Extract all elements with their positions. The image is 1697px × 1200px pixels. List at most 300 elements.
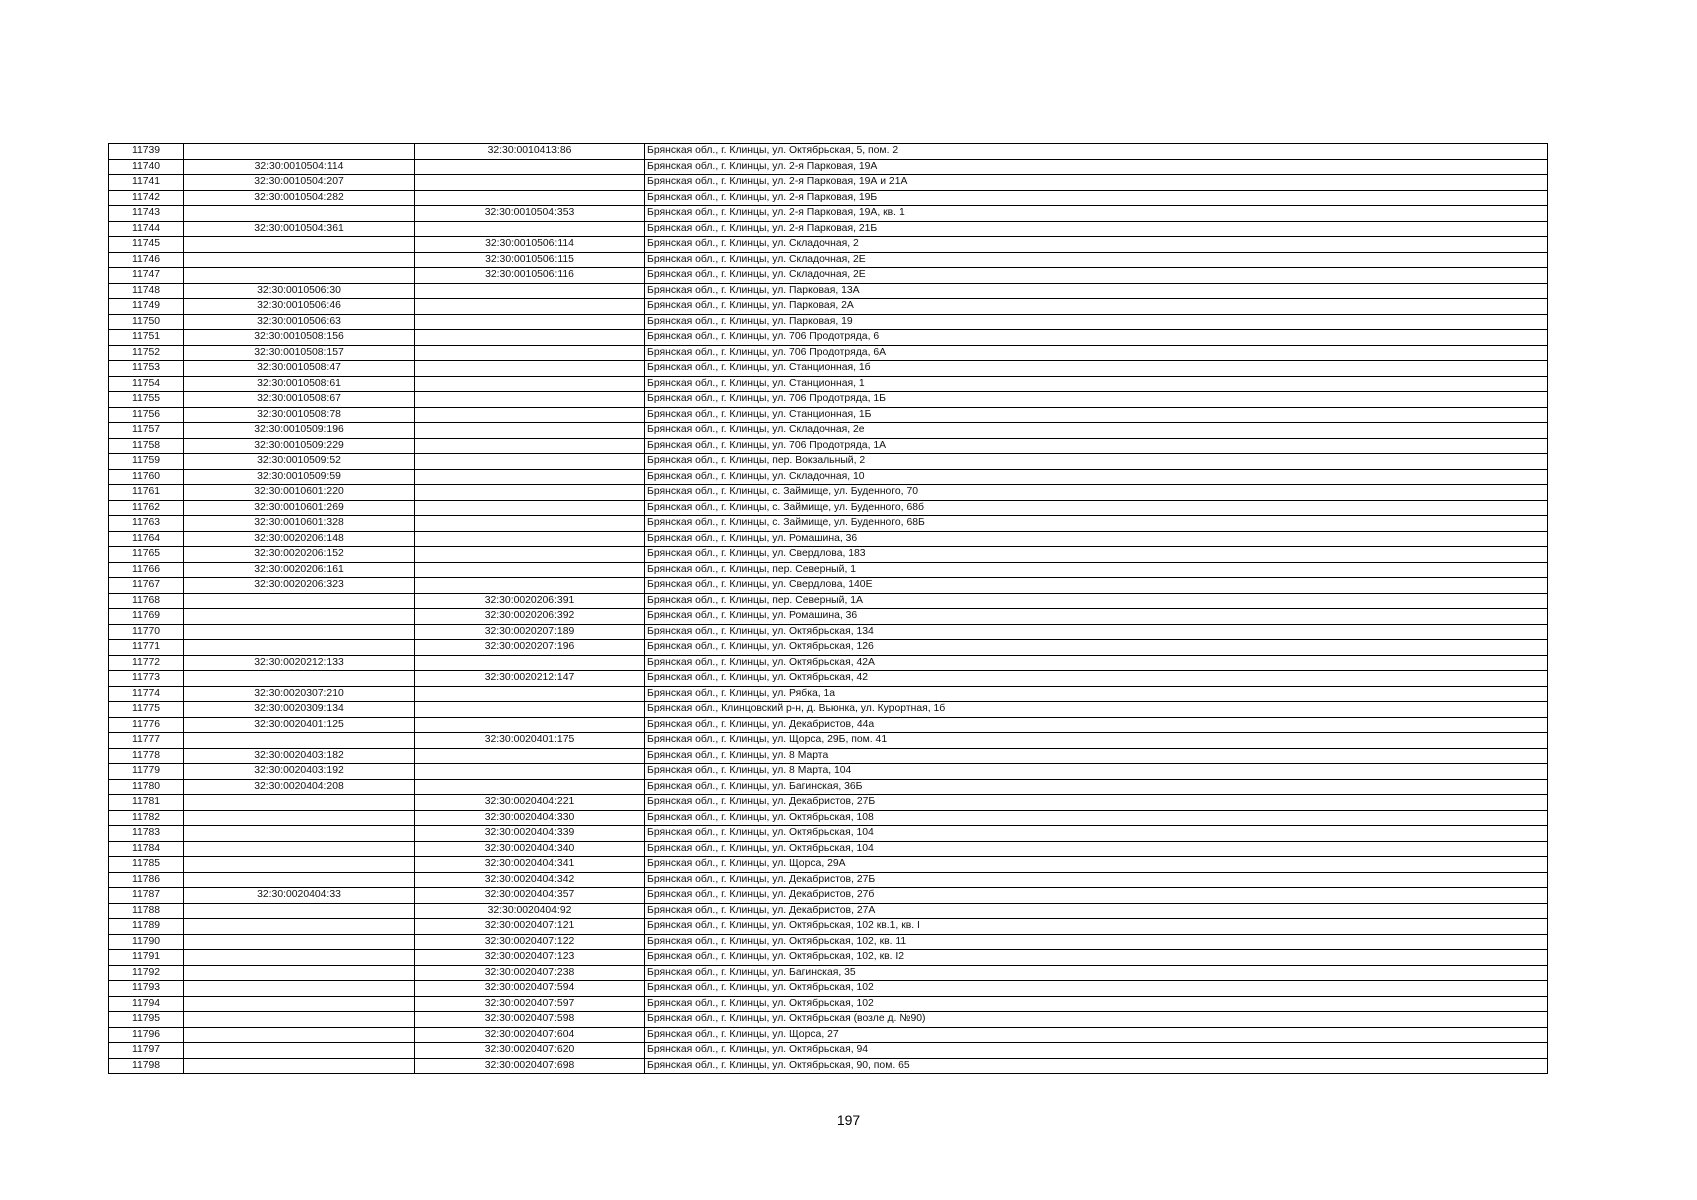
cadastral-number-cell (184, 252, 415, 268)
cadastral-number-alt-cell: 32:30:0010506:116 (415, 268, 645, 284)
cadastral-number-cell: 32:30:0020206:161 (184, 562, 415, 578)
table-row (109, 934, 1548, 950)
table-row (109, 237, 1548, 253)
cadastral-number-alt-cell: 32:30:0020401:175 (415, 733, 645, 749)
table-row (109, 609, 1548, 625)
address-cell: Брянская обл., г. Клинцы, ул. Октябрьская, 134 (645, 624, 1548, 640)
cadastral-number-alt-cell: 32:30:0020404:340 (415, 841, 645, 857)
row-number-cell: 11773 (109, 671, 184, 687)
cadastral-number-alt-cell (415, 516, 645, 532)
table-row (109, 841, 1548, 857)
table-row (109, 795, 1548, 811)
address-cell: Брянская обл., г. Клинцы, ул. Октябрьская, 90, пом. 65 (645, 1058, 1548, 1074)
cadastral-number-cell: 32:30:0010506:63 (184, 314, 415, 330)
table-row (109, 547, 1548, 563)
table-row (109, 655, 1548, 671)
row-number-cell: 11762 (109, 500, 184, 516)
row-number-cell: 11745 (109, 237, 184, 253)
cadastral-number-alt-cell: 32:30:0020206:391 (415, 593, 645, 609)
cadastral-number-alt-cell (415, 159, 645, 175)
row-number-cell: 11753 (109, 361, 184, 377)
cadastral-number-alt-cell: 32:30:0020212:147 (415, 671, 645, 687)
table-row (109, 640, 1548, 656)
cadastral-number-cell (184, 965, 415, 981)
cadastral-number-cell: 32:30:0020206:148 (184, 531, 415, 547)
table-row (109, 950, 1548, 966)
cadastral-number-cell: 32:30:0010601:328 (184, 516, 415, 532)
row-number-cell: 11754 (109, 376, 184, 392)
cadastral-number-cell (184, 671, 415, 687)
cadastral-number-alt-cell (415, 717, 645, 733)
row-number-cell: 11798 (109, 1058, 184, 1074)
cadastral-number-alt-cell (415, 345, 645, 361)
address-cell: Брянская обл., г. Клинцы, ул. 706 Продотряда, 6 (645, 330, 1548, 346)
cadastral-number-cell (184, 934, 415, 950)
table-row (109, 392, 1548, 408)
table-row (109, 206, 1548, 222)
address-cell: Брянская обл., г. Клинцы, с. Займище, ул. Буденного, 68Б (645, 516, 1548, 532)
address-cell: Брянская обл., г. Клинцы, ул. 8 Марта, 104 (645, 764, 1548, 780)
table-row (109, 469, 1548, 485)
cadastral-number-cell: 32:30:0010601:220 (184, 485, 415, 501)
cadastral-number-alt-cell: 32:30:0020407:698 (415, 1058, 645, 1074)
table-row (109, 965, 1548, 981)
table-row (109, 283, 1548, 299)
address-cell: Брянская обл., г. Клинцы, ул. Октябрьская (возле д. №90) (645, 1012, 1548, 1028)
cadastral-number-cell (184, 609, 415, 625)
table-row (109, 454, 1548, 470)
row-number-cell: 11748 (109, 283, 184, 299)
row-number-cell: 11771 (109, 640, 184, 656)
table-row (109, 748, 1548, 764)
cadastral-number-cell: 32:30:0010509:229 (184, 438, 415, 454)
address-cell: Брянская обл., г. Клинцы, ул. Парковая, 13А (645, 283, 1548, 299)
cadastral-number-alt-cell (415, 469, 645, 485)
cadastral-number-cell: 32:30:0020206:323 (184, 578, 415, 594)
row-number-cell: 11784 (109, 841, 184, 857)
table-row (109, 531, 1548, 547)
address-cell: Брянская обл., г. Клинцы, ул. 2-я Парковая, 19Б (645, 190, 1548, 206)
row-number-cell: 11761 (109, 485, 184, 501)
address-cell: Брянская обл., г. Клинцы, ул. Станционная, 1 (645, 376, 1548, 392)
cadastral-number-cell (184, 593, 415, 609)
cadastral-number-alt-cell (415, 361, 645, 377)
row-number-cell: 11766 (109, 562, 184, 578)
address-cell: Брянская обл., г. Клинцы, ул. Октябрьская, 5, пом. 2 (645, 144, 1548, 160)
cadastral-number-cell: 32:30:0020206:152 (184, 547, 415, 563)
table-row (109, 593, 1548, 609)
cadastral-number-alt-cell (415, 547, 645, 563)
cadastral-number-alt-cell (415, 299, 645, 315)
address-cell: Брянская обл., г. Клинцы, ул. Щорса, 29А (645, 857, 1548, 873)
table-row (109, 144, 1548, 160)
registry-table-body (109, 144, 1548, 1074)
cadastral-number-cell (184, 624, 415, 640)
cadastral-number-alt-cell: 32:30:0020407:620 (415, 1043, 645, 1059)
row-number-cell: 11743 (109, 206, 184, 222)
address-cell: Брянская обл., г. Клинцы, ул. Ромашина, 36 (645, 609, 1548, 625)
address-cell: Брянская обл., г. Клинцы, ул. Октябрьская, 104 (645, 841, 1548, 857)
address-cell: Брянская обл., г. Клинцы, ул. Парковая, 2А (645, 299, 1548, 315)
cadastral-number-cell (184, 1058, 415, 1074)
row-number-cell: 11749 (109, 299, 184, 315)
table-row (109, 345, 1548, 361)
cadastral-number-alt-cell: 32:30:0010504:353 (415, 206, 645, 222)
cadastral-number-alt-cell: 32:30:0020404:330 (415, 810, 645, 826)
cadastral-number-cell: 32:30:0020404:208 (184, 779, 415, 795)
page-number: 197 (836, 1112, 861, 1128)
cadastral-number-cell: 32:30:0020403:182 (184, 748, 415, 764)
cadastral-number-cell (184, 144, 415, 160)
cadastral-number-alt-cell (415, 314, 645, 330)
table-row (109, 919, 1548, 935)
cadastral-number-cell (184, 826, 415, 842)
row-number-cell: 11789 (109, 919, 184, 935)
row-number-cell: 11780 (109, 779, 184, 795)
cadastral-number-cell (184, 640, 415, 656)
cadastral-number-alt-cell: 32:30:0020404:357 (415, 888, 645, 904)
cadastral-number-cell: 32:30:0010504:114 (184, 159, 415, 175)
table-row (109, 252, 1548, 268)
table-row (109, 903, 1548, 919)
address-cell: Брянская обл., г. Клинцы, ул. Декабристов, 27Б (645, 872, 1548, 888)
cadastral-number-alt-cell: 32:30:0020407:121 (415, 919, 645, 935)
address-cell: Брянская обл., г. Клинцы, ул. Щорса, 29Б, пом. 41 (645, 733, 1548, 749)
address-cell: Брянская обл., г. Клинцы, ул. Багинская, 36Б (645, 779, 1548, 795)
table-row (109, 299, 1548, 315)
row-number-cell: 11791 (109, 950, 184, 966)
cadastral-number-alt-cell: 32:30:0020407:604 (415, 1027, 645, 1043)
row-number-cell: 11744 (109, 221, 184, 237)
table-row (109, 159, 1548, 175)
cadastral-number-alt-cell (415, 578, 645, 594)
cadastral-number-cell (184, 872, 415, 888)
row-number-cell: 11795 (109, 1012, 184, 1028)
row-number-cell: 11769 (109, 609, 184, 625)
cadastral-number-alt-cell (415, 485, 645, 501)
cadastral-number-alt-cell (415, 190, 645, 206)
row-number-cell: 11752 (109, 345, 184, 361)
table-row (109, 1043, 1548, 1059)
table-row (109, 361, 1548, 377)
cadastral-number-cell (184, 857, 415, 873)
cadastral-number-cell: 32:30:0010504:361 (184, 221, 415, 237)
address-cell: Брянская обл., г. Клинцы, ул. Декабристов, 27Б (645, 795, 1548, 811)
cadastral-number-cell (184, 237, 415, 253)
address-cell: Брянская обл., г. Клинцы, ул. 2-я Парковая, 19А и 21А (645, 175, 1548, 191)
cadastral-number-cell: 32:30:0020212:133 (184, 655, 415, 671)
cadastral-number-cell (184, 1043, 415, 1059)
row-number-cell: 11765 (109, 547, 184, 563)
cadastral-number-alt-cell (415, 438, 645, 454)
address-cell: Брянская обл., г. Клинцы, ул. Складочная, 10 (645, 469, 1548, 485)
address-cell: Брянская обл., г. Клинцы, ул. Октябрьская, 108 (645, 810, 1548, 826)
cadastral-number-alt-cell (415, 175, 645, 191)
address-cell: Брянская обл., г. Клинцы, ул. Багинская, 35 (645, 965, 1548, 981)
cadastral-number-cell (184, 903, 415, 919)
table-row (109, 624, 1548, 640)
row-number-cell: 11779 (109, 764, 184, 780)
row-number-cell: 11788 (109, 903, 184, 919)
address-cell: Брянская обл., г. Клинцы, ул. Декабристов, 27б (645, 888, 1548, 904)
row-number-cell: 11781 (109, 795, 184, 811)
cadastral-number-cell (184, 1012, 415, 1028)
address-cell: Брянская обл., г. Клинцы, ул. Свердлова, 183 (645, 547, 1548, 563)
row-number-cell: 11741 (109, 175, 184, 191)
address-cell: Брянская обл., г. Клинцы, ул. Октябрьская, 102 кв.1, кв. I (645, 919, 1548, 935)
address-cell: Брянская обл., г. Клинцы, ул. Свердлова, 140Е (645, 578, 1548, 594)
cadastral-number-alt-cell: 32:30:0020404:339 (415, 826, 645, 842)
row-number-cell: 11778 (109, 748, 184, 764)
row-number-cell: 11792 (109, 965, 184, 981)
cadastral-number-cell: 32:30:0020401:125 (184, 717, 415, 733)
row-number-cell: 11772 (109, 655, 184, 671)
row-number-cell: 11747 (109, 268, 184, 284)
table-row (109, 764, 1548, 780)
table-row (109, 996, 1548, 1012)
row-number-cell: 11768 (109, 593, 184, 609)
address-cell: Брянская обл., г. Клинцы, ул. 706 Продотряда, 6А (645, 345, 1548, 361)
address-cell: Брянская обл., г. Клинцы, ул. Октябрьская, 102, кв. 11 (645, 934, 1548, 950)
cadastral-number-alt-cell: 32:30:0020207:196 (415, 640, 645, 656)
address-cell: Брянская обл., г. Клинцы, ул. Декабристов, 44а (645, 717, 1548, 733)
cadastral-number-cell: 32:30:0020307:210 (184, 686, 415, 702)
address-cell: Брянская обл., г. Клинцы, пер. Северный, 1А (645, 593, 1548, 609)
address-cell: Брянская обл., г. Клинцы, ул. Октябрьская, 42А (645, 655, 1548, 671)
cadastral-number-cell (184, 268, 415, 284)
cadastral-number-alt-cell: 32:30:0020407:598 (415, 1012, 645, 1028)
address-cell: Брянская обл., г. Клинцы, ул. 706 Продотряда, 1А (645, 438, 1548, 454)
row-number-cell: 11776 (109, 717, 184, 733)
cadastral-number-cell: 32:30:0010509:52 (184, 454, 415, 470)
row-number-cell: 11790 (109, 934, 184, 950)
address-cell: Брянская обл., г. Клинцы, ул. Станционная, 1Б (645, 407, 1548, 423)
cadastral-number-cell: 32:30:0010506:30 (184, 283, 415, 299)
cadastral-number-cell: 32:30:0010504:207 (184, 175, 415, 191)
cadastral-number-alt-cell: 32:30:0020407:238 (415, 965, 645, 981)
row-number-cell: 11794 (109, 996, 184, 1012)
cadastral-number-cell: 32:30:0010508:156 (184, 330, 415, 346)
row-number-cell: 11787 (109, 888, 184, 904)
cadastral-number-alt-cell (415, 686, 645, 702)
cadastral-number-cell: 32:30:0010508:157 (184, 345, 415, 361)
row-number-cell: 11746 (109, 252, 184, 268)
cadastral-number-cell (184, 206, 415, 222)
cadastral-number-cell: 32:30:0010601:269 (184, 500, 415, 516)
address-cell: Брянская обл., г. Клинцы, ул. Складочная, 2Е (645, 252, 1548, 268)
cadastral-number-cell (184, 981, 415, 997)
table-row (109, 671, 1548, 687)
cadastral-number-cell (184, 919, 415, 935)
table-row (109, 826, 1548, 842)
table-row (109, 221, 1548, 237)
cadastral-number-cell (184, 1027, 415, 1043)
table-row (109, 981, 1548, 997)
table-row (109, 407, 1548, 423)
address-cell: Брянская обл., г. Клинцы, ул. Рябка, 1а (645, 686, 1548, 702)
address-cell: Брянская обл., г. Клинцы, ул. Парковая, 19 (645, 314, 1548, 330)
row-number-cell: 11742 (109, 190, 184, 206)
row-number-cell: 11757 (109, 423, 184, 439)
table-row (109, 330, 1548, 346)
cadastral-number-alt-cell: 32:30:0020407:594 (415, 981, 645, 997)
row-number-cell: 11763 (109, 516, 184, 532)
address-cell: Брянская обл., г. Клинцы, ул. 2-я Парковая, 21Б (645, 221, 1548, 237)
cadastral-number-alt-cell: 32:30:0020404:342 (415, 872, 645, 888)
table-row (109, 779, 1548, 795)
table-row (109, 857, 1548, 873)
row-number-cell: 11797 (109, 1043, 184, 1059)
cadastral-number-cell (184, 996, 415, 1012)
row-number-cell: 11767 (109, 578, 184, 594)
cadastral-number-cell: 32:30:0010508:47 (184, 361, 415, 377)
row-number-cell: 11740 (109, 159, 184, 175)
row-number-cell: 11739 (109, 144, 184, 160)
address-cell: Брянская обл., г. Клинцы, ул. Октябрьская, 94 (645, 1043, 1548, 1059)
cadastral-number-alt-cell (415, 531, 645, 547)
address-cell: Брянская обл., г. Клинцы, с. Займище, ул. Буденного, 70 (645, 485, 1548, 501)
cadastral-number-alt-cell: 32:30:0020404:221 (415, 795, 645, 811)
table-row (109, 872, 1548, 888)
cadastral-number-cell (184, 733, 415, 749)
cadastral-number-cell (184, 810, 415, 826)
table-row (109, 190, 1548, 206)
cadastral-number-cell: 32:30:0010508:67 (184, 392, 415, 408)
cadastral-number-alt-cell: 32:30:0020407:122 (415, 934, 645, 950)
table-row (109, 686, 1548, 702)
address-cell: Брянская обл., г. Клинцы, ул. Складочная, 2Е (645, 268, 1548, 284)
cadastral-number-cell (184, 841, 415, 857)
cadastral-number-alt-cell: 32:30:0010506:114 (415, 237, 645, 253)
cadastral-number-alt-cell (415, 221, 645, 237)
address-cell: Брянская обл., г. Клинцы, ул. 2-я Парковая, 19А, кв. 1 (645, 206, 1548, 222)
table-row (109, 888, 1548, 904)
cadastral-number-cell: 32:30:0010506:46 (184, 299, 415, 315)
cadastral-number-alt-cell: 32:30:0020404:92 (415, 903, 645, 919)
address-cell: Брянская обл., г. Клинцы, ул. Щорса, 27 (645, 1027, 1548, 1043)
table-row (109, 423, 1548, 439)
address-cell: Брянская обл., г. Клинцы, с. Займище, ул. Буденного, 68б (645, 500, 1548, 516)
cadastral-number-alt-cell (415, 376, 645, 392)
row-number-cell: 11793 (109, 981, 184, 997)
cadastral-number-alt-cell: 32:30:0010413:86 (415, 144, 645, 160)
address-cell: Брянская обл., г. Клинцы, ул. Складочная, 2 (645, 237, 1548, 253)
address-cell: Брянская обл., г. Клинцы, пер. Северный, 1 (645, 562, 1548, 578)
cadastral-number-cell: 32:30:0010509:196 (184, 423, 415, 439)
table-row (109, 376, 1548, 392)
table-row (109, 485, 1548, 501)
row-number-cell: 11770 (109, 624, 184, 640)
cadastral-number-cell: 32:30:0010508:78 (184, 407, 415, 423)
address-cell: Брянская обл., г. Клинцы, ул. Складочная, 2е (645, 423, 1548, 439)
cadastral-number-cell: 32:30:0020404:33 (184, 888, 415, 904)
cadastral-number-alt-cell (415, 392, 645, 408)
table-row (109, 1027, 1548, 1043)
cadastral-number-alt-cell: 32:30:0020407:597 (415, 996, 645, 1012)
table-row (109, 268, 1548, 284)
cadastral-number-alt-cell: 32:30:0020207:189 (415, 624, 645, 640)
cadastral-number-alt-cell (415, 655, 645, 671)
table-row (109, 438, 1548, 454)
row-number-cell: 11750 (109, 314, 184, 330)
table-row (109, 717, 1548, 733)
address-cell: Брянская обл., г. Клинцы, ул. Октябрьская, 102 (645, 996, 1548, 1012)
address-cell: Брянская обл., г. Клинцы, ул. Октябрьская, 102 (645, 981, 1548, 997)
cadastral-number-alt-cell (415, 764, 645, 780)
address-cell: Брянская обл., г. Клинцы, ул. Октябрьская, 104 (645, 826, 1548, 842)
table-row (109, 810, 1548, 826)
cadastral-number-cell: 32:30:0010509:59 (184, 469, 415, 485)
row-number-cell: 11759 (109, 454, 184, 470)
cadastral-number-alt-cell (415, 283, 645, 299)
address-cell: Брянская обл., г. Клинцы, ул. Ромашина, 36 (645, 531, 1548, 547)
registry-table (108, 143, 1548, 1074)
address-cell: Брянская обл., г. Клинцы, пер. Вокзальный, 2 (645, 454, 1548, 470)
cadastral-number-alt-cell: 32:30:0020407:123 (415, 950, 645, 966)
cadastral-number-alt-cell: 32:30:0020206:392 (415, 609, 645, 625)
table-row (109, 516, 1548, 532)
address-cell: Брянская обл., Клинцовский р-н, д. Вьюнка, ул. Курортная, 1б (645, 702, 1548, 718)
row-number-cell: 11774 (109, 686, 184, 702)
table-row (109, 175, 1548, 191)
row-number-cell: 11783 (109, 826, 184, 842)
row-number-cell: 11796 (109, 1027, 184, 1043)
row-number-cell: 11756 (109, 407, 184, 423)
cadastral-number-cell: 32:30:0010504:282 (184, 190, 415, 206)
address-cell: Брянская обл., г. Клинцы, ул. 706 Продотряда, 1Б (645, 392, 1548, 408)
cadastral-number-alt-cell (415, 454, 645, 470)
row-number-cell: 11760 (109, 469, 184, 485)
table-row (109, 314, 1548, 330)
address-cell: Брянская обл., г. Клинцы, ул. Октябрьская, 102, кв. I2 (645, 950, 1548, 966)
row-number-cell: 11758 (109, 438, 184, 454)
address-cell: Брянская обл., г. Клинцы, ул. Станционная, 1б (645, 361, 1548, 377)
table-row (109, 578, 1548, 594)
cadastral-number-cell: 32:30:0020403:192 (184, 764, 415, 780)
row-number-cell: 11777 (109, 733, 184, 749)
cadastral-number-cell (184, 950, 415, 966)
row-number-cell: 11782 (109, 810, 184, 826)
table-row (109, 733, 1548, 749)
cadastral-number-alt-cell: 32:30:0020404:341 (415, 857, 645, 873)
cadastral-number-alt-cell (415, 748, 645, 764)
table-row (109, 500, 1548, 516)
cadastral-number-alt-cell (415, 407, 645, 423)
address-cell: Брянская обл., г. Клинцы, ул. Октябрьская, 42 (645, 671, 1548, 687)
cadastral-number-alt-cell (415, 779, 645, 795)
row-number-cell: 11755 (109, 392, 184, 408)
row-number-cell: 11775 (109, 702, 184, 718)
row-number-cell: 11764 (109, 531, 184, 547)
row-number-cell: 11751 (109, 330, 184, 346)
table-row (109, 1058, 1548, 1074)
address-cell: Брянская обл., г. Клинцы, ул. Декабристов, 27А (645, 903, 1548, 919)
table-row (109, 702, 1548, 718)
address-cell: Брянская обл., г. Клинцы, ул. 8 Марта (645, 748, 1548, 764)
table-row (109, 1012, 1548, 1028)
row-number-cell: 11785 (109, 857, 184, 873)
cadastral-number-cell: 32:30:0020309:134 (184, 702, 415, 718)
address-cell: Брянская обл., г. Клинцы, ул. Октябрьская, 126 (645, 640, 1548, 656)
cadastral-number-alt-cell: 32:30:0010506:115 (415, 252, 645, 268)
cadastral-number-cell: 32:30:0010508:61 (184, 376, 415, 392)
cadastral-number-cell (184, 795, 415, 811)
cadastral-number-alt-cell (415, 702, 645, 718)
table-row (109, 562, 1548, 578)
cadastral-number-alt-cell (415, 330, 645, 346)
cadastral-number-alt-cell (415, 562, 645, 578)
row-number-cell: 11786 (109, 872, 184, 888)
